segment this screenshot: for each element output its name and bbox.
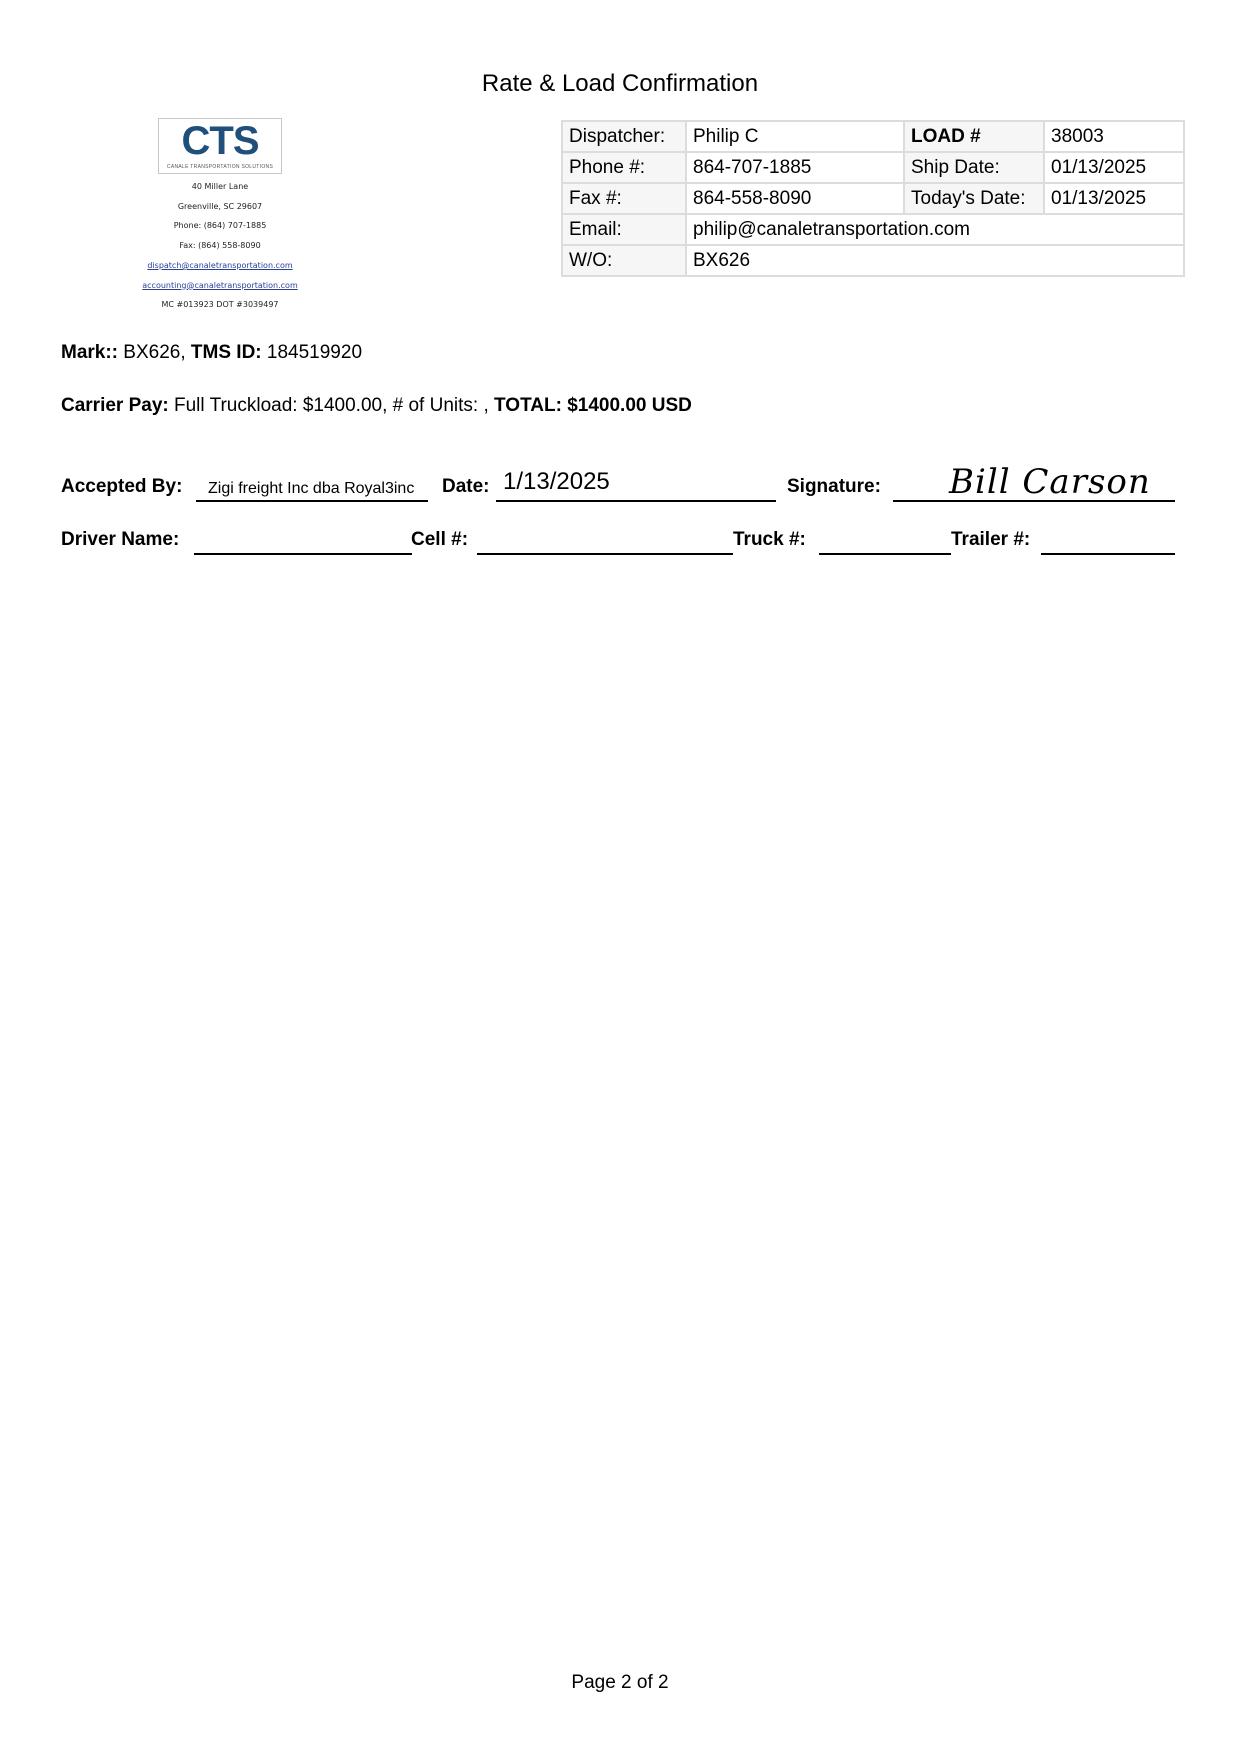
email-value: philip@canaletransportation.com: [686, 214, 1184, 245]
accounting-email-link[interactable]: accounting@canaletransportation.com: [142, 280, 298, 290]
phone-label: Phone #:: [562, 152, 686, 183]
mark-line: [61, 342, 362, 364]
carrier-pay-label: Carrier Pay:: [61, 395, 169, 416]
driver-row: [61, 523, 1183, 559]
mark-value: BX626,: [118, 342, 191, 363]
fax-label: Fax #:: [562, 183, 686, 214]
accepted-by-label: Accepted By:: [61, 476, 183, 497]
trailer-field[interactable]: [1041, 523, 1175, 555]
dispatcher-value: Philip C: [686, 121, 904, 152]
acceptance-row: [61, 462, 1183, 506]
address-phone: Phone: (864) 707-1885: [173, 221, 267, 231]
table-row: [562, 183, 1184, 214]
ship-date-value: 01/13/2025: [1044, 152, 1184, 183]
tms-id-label: TMS ID:: [190, 342, 262, 363]
mark-label: Mark::: [61, 342, 119, 363]
date-field[interactable]: [496, 470, 776, 502]
date-value: 1/13/2025: [503, 468, 610, 495]
truck-label: Truck #:: [733, 529, 806, 550]
accepted-by-field[interactable]: [196, 470, 428, 502]
table-row: [562, 214, 1184, 245]
address-fax: Fax: (864) 558-8090: [179, 241, 261, 251]
wo-value: BX626: [686, 245, 1184, 276]
cell-field[interactable]: [477, 523, 733, 555]
dispatch-email-link[interactable]: dispatch@canaletransportation.com: [147, 260, 293, 270]
company-address: [120, 177, 320, 315]
cell-label: Cell #:: [411, 529, 469, 550]
address-street: 40 Miller Lane: [191, 182, 249, 191]
carrier-pay-line: [61, 395, 692, 417]
carrier-pay-total: TOTAL: $1400.00 USD: [494, 395, 692, 416]
tms-id-value: 184519920: [261, 342, 363, 363]
load-number-label: LOAD #: [904, 121, 1044, 152]
email-label: Email:: [562, 214, 686, 245]
phone-value: 864-707-1885: [686, 152, 904, 183]
dispatch-info-table: [561, 120, 1185, 277]
todays-date-value: 01/13/2025: [1044, 183, 1184, 214]
mc-dot-numbers: MC #013923 DOT #3039497: [161, 300, 279, 310]
trailer-label: Trailer #:: [951, 529, 1031, 550]
company-logo-block: [120, 118, 320, 315]
truck-field[interactable]: [819, 523, 951, 555]
table-row: [562, 245, 1184, 276]
accepted-by-value: Zigi freight Inc dba Royal3inc: [208, 480, 415, 497]
company-logo: [158, 118, 282, 174]
signature-label: Signature:: [787, 476, 881, 497]
table-row: [562, 121, 1184, 152]
table-row: [562, 152, 1184, 183]
page-number: Page 2 of 2: [571, 1672, 669, 1693]
carrier-pay-text: Full Truckload: $1400.00, # of Units: ,: [168, 395, 495, 416]
ship-date-label: Ship Date:: [904, 152, 1044, 183]
date-label: Date:: [442, 476, 490, 497]
driver-name-field[interactable]: [194, 523, 412, 555]
logo-letters: CTS: [181, 119, 259, 163]
driver-name-label: Driver Name:: [61, 529, 180, 550]
wo-label: W/O:: [562, 245, 686, 276]
load-number-value: 38003: [1044, 121, 1184, 152]
todays-date-label: Today's Date:: [904, 183, 1044, 214]
document-title: Rate & Load Confirmation: [481, 70, 759, 97]
logo-subtitle: CANALE TRANSPORTATION SOLUTIONS: [166, 164, 274, 170]
dispatcher-label: Dispatcher:: [562, 121, 686, 152]
handwritten-signature: Bill Carson: [949, 462, 1151, 502]
signature-field[interactable]: [893, 462, 1175, 502]
address-city: Greenville, SC 29607: [177, 201, 263, 211]
fax-value: 864-558-8090: [686, 183, 904, 214]
